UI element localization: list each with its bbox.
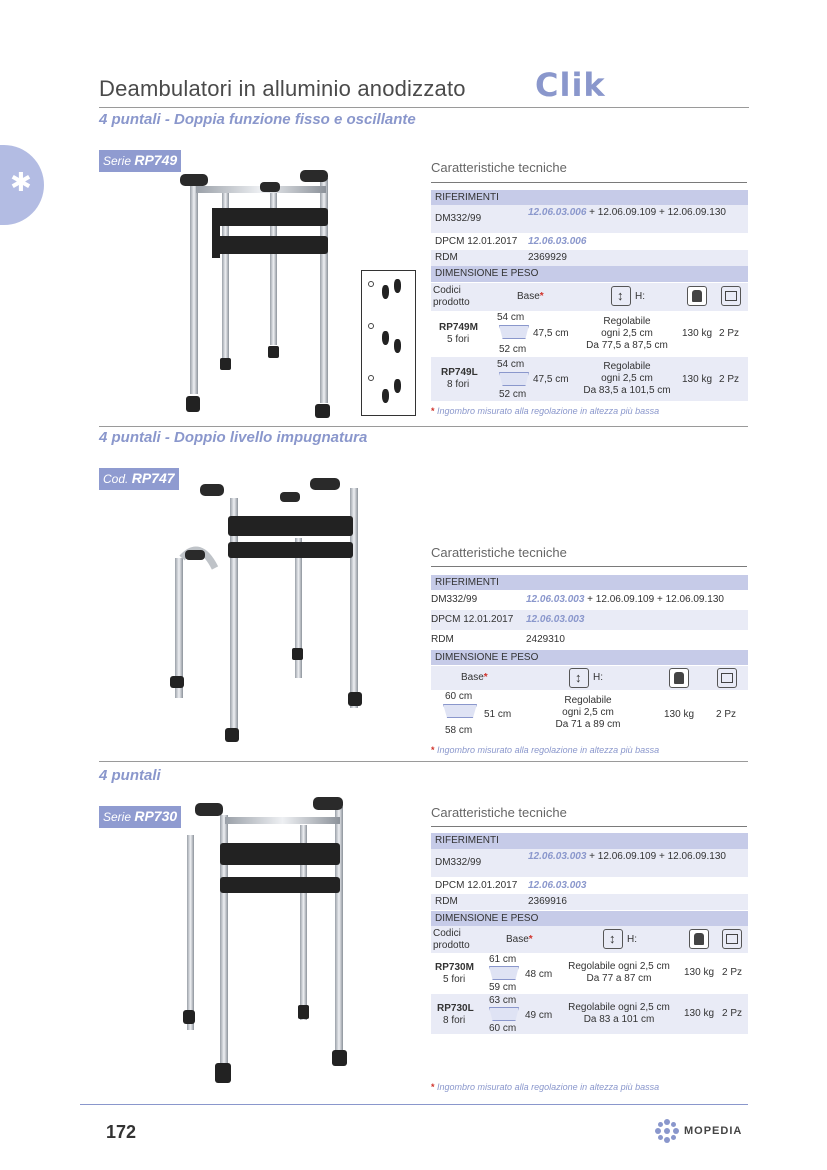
ref-label: DM332/99 (435, 857, 482, 868)
ref-values (528, 851, 728, 863)
ref-label: DPCM 12.01.2017 (431, 614, 514, 625)
ref-value: 2369929 (528, 252, 567, 263)
dimension-header: DIMENSIONE E PESO (431, 911, 748, 926)
product-code: RP749L (441, 367, 478, 378)
spec-rule (431, 182, 747, 183)
ref-values (528, 207, 728, 219)
ref-code: 12.06.03.003 (526, 614, 585, 625)
depth: 48 cm (525, 969, 553, 980)
package-pieces-icon (717, 668, 737, 688)
base-shape-icon (489, 966, 519, 980)
ref-row (431, 878, 748, 894)
base-bottom: 58 cm (445, 725, 473, 736)
product-holes: 8 fori (447, 379, 470, 390)
ref-rest: + 12.06.09.109 + 12.06.09.130 (586, 851, 726, 862)
foot-print (394, 339, 401, 353)
walker-image-rp747 (170, 478, 390, 748)
ref-code: 12.06.03.003 (528, 880, 587, 891)
pieces: 2 Pz (716, 709, 737, 720)
ref-label: DM332/99 (435, 213, 482, 224)
dimension-columns (431, 926, 748, 954)
ref-label: RDM (431, 634, 454, 645)
ref-code: 12.06.03.006 (528, 207, 587, 218)
walker-image-rp730 (175, 795, 365, 1095)
ref-rest: + 12.06.09.109 + 12.06.09.130 (584, 594, 724, 605)
foot-print (394, 279, 401, 293)
footer-divider (80, 1104, 748, 1105)
riferimenti-header: RIFERIMENTI (431, 190, 748, 205)
footnote: * Ingombro misurato alla regolazione in altezza più bassa (431, 1082, 660, 1092)
section-heading-2: 4 puntali - Doppio livello impugnatura (99, 429, 368, 446)
brand-title: Clik (535, 66, 606, 104)
footsteps-icon (361, 270, 416, 416)
base-bottom: 52 cm (499, 344, 527, 355)
col-base: Base* (517, 291, 544, 302)
badge-code: RP749 (134, 152, 178, 168)
col-base-label: Base (517, 291, 540, 302)
package-pieces-icon (721, 286, 741, 306)
dimension-header: DIMENSIONE E PESO (431, 266, 748, 282)
product-code: RP749M (439, 322, 478, 333)
footnote: * Ingombro misurato alla regolazione in altezza più bassa (431, 406, 660, 416)
height-line: Da 83,5 a 101,5 cm (583, 385, 671, 396)
height-adjust-icon: ↕ (569, 668, 589, 688)
max-weight: 130 kg (664, 709, 695, 720)
spec-rule (431, 826, 747, 827)
ref-row (431, 234, 748, 250)
max-weight-icon (687, 286, 707, 306)
mopedia-flower-logo (652, 1116, 762, 1146)
pieces: 2 Pz (719, 374, 740, 385)
height-range (559, 961, 679, 985)
product-row (431, 690, 748, 736)
depth: 49 cm (525, 1010, 553, 1021)
badge-prefix: Serie (103, 810, 132, 824)
height-line: Da 77 a 87 cm (586, 973, 652, 984)
ref-row (431, 610, 748, 630)
base-shape-icon (489, 1007, 519, 1021)
ref-row (431, 592, 748, 609)
flower-icon (652, 1116, 682, 1146)
col-codes: Codici prodotto (433, 285, 470, 308)
col-codes: Codici prodotto (433, 928, 470, 951)
series-badge-3 (99, 806, 181, 828)
product-holes: 8 fori (443, 1015, 466, 1026)
base-shape-icon (499, 372, 529, 386)
logo-text: MOPEDIA (684, 1125, 743, 1137)
spec-title-2: Caratteristiche tecniche (431, 545, 567, 560)
base-top: 60 cm (445, 691, 473, 702)
height-line: Da 83 a 101 cm (583, 1014, 655, 1025)
foot-marker (368, 281, 374, 287)
height-line: ogni 2,5 cm (562, 707, 614, 718)
height-line: Regolabile ogni 2,5 cm (568, 961, 670, 972)
base-bottom: 52 cm (499, 389, 527, 400)
ref-label: RDM (435, 896, 458, 907)
col-height: H: (635, 291, 645, 302)
height-line: Regolabile (603, 316, 651, 327)
product-holes: 5 fori (447, 334, 470, 345)
height-range (546, 695, 630, 731)
footnote-text: Ingombro misurato alla regolazione in altezza più bassa (437, 406, 660, 416)
section-heading-1: 4 puntali - Doppia funzione fisso e oscillante (99, 111, 416, 128)
spec-title-3: Caratteristiche tecniche (431, 805, 567, 820)
badge-prefix: Serie (103, 154, 132, 168)
ref-row (431, 205, 748, 233)
asterisk-icon: ✱ (10, 167, 32, 197)
col-height: H: (593, 672, 603, 683)
max-weight: 130 kg (684, 1008, 715, 1019)
max-weight: 130 kg (682, 374, 713, 385)
dimension-columns (431, 283, 748, 311)
badge-code: RP747 (131, 470, 175, 486)
product-row (431, 953, 748, 993)
depth: 51 cm (484, 709, 512, 720)
height-line: Regolabile ogni 2,5 cm (568, 1002, 670, 1013)
product-code: RP730M (435, 962, 474, 973)
section-heading-3: 4 puntali (99, 767, 161, 784)
badge-code: RP730 (134, 808, 178, 824)
max-weight-icon (689, 929, 709, 949)
height-line: Regolabile (564, 695, 612, 706)
product-row (431, 994, 748, 1034)
spec-title-1: Caratteristiche tecniche (431, 160, 567, 175)
col-base-label: Base (506, 934, 529, 945)
base-top: 61 cm (489, 954, 517, 965)
col-base: Base* (461, 672, 488, 683)
section-divider (99, 761, 748, 762)
col-height: H: (627, 934, 637, 945)
ref-value: 2429310 (526, 634, 565, 645)
height-line: ogni 2,5 cm (601, 373, 653, 384)
footnote: * Ingombro misurato alla regolazione in altezza più bassa (431, 745, 660, 755)
height-range (559, 1002, 679, 1026)
base-shape-icon (499, 325, 529, 339)
foot-marker (368, 323, 374, 329)
base-top: 54 cm (497, 359, 525, 370)
base-top: 63 cm (489, 995, 517, 1006)
height-line: Da 71 a 89 cm (555, 719, 621, 730)
series-badge-2 (99, 468, 179, 490)
height-line: ogni 2,5 cm (601, 328, 653, 339)
side-category-tab (0, 145, 44, 225)
footnote-text: Ingombro misurato alla regolazione in altezza più bassa (437, 745, 660, 755)
foot-print (382, 389, 389, 403)
ref-values (526, 594, 724, 605)
dimension-columns (431, 666, 748, 690)
pieces: 2 Pz (722, 967, 743, 978)
ref-rest: + 12.06.09.109 + 12.06.09.130 (586, 207, 726, 218)
ref-code: 12.06.03.003 (526, 594, 585, 605)
max-weight: 130 kg (684, 967, 715, 978)
ref-code: 12.06.03.006 (528, 236, 587, 247)
package-pieces-icon (722, 929, 742, 949)
ref-label: RDM (435, 252, 458, 263)
foot-print (382, 331, 389, 345)
page-number: 172 (106, 1122, 137, 1142)
foot-print (382, 285, 389, 299)
page-header (99, 66, 749, 108)
foot-print (394, 379, 401, 393)
height-adjust-icon: ↕ (603, 929, 623, 949)
height-range (581, 316, 673, 352)
dimension-header: DIMENSIONE E PESO (431, 650, 748, 665)
height-line: Da 77,5 a 87,5 cm (586, 340, 668, 351)
pieces: 2 Pz (719, 328, 740, 339)
product-row (431, 312, 748, 356)
max-weight-icon (669, 668, 689, 688)
spec-rule (431, 566, 747, 567)
base-bottom: 59 cm (489, 982, 517, 993)
col-base: Base* (506, 934, 533, 945)
ref-label: DM332/99 (431, 594, 478, 605)
ref-row (431, 631, 748, 649)
height-range (576, 361, 678, 397)
base-shape-icon (443, 704, 477, 718)
product-holes: 5 fori (443, 974, 466, 985)
ref-label: DPCM 12.01.2017 (435, 880, 518, 891)
depth: 47,5 cm (533, 328, 569, 339)
riferimenti-header: RIFERIMENTI (431, 833, 748, 849)
height-adjust-icon: ↕ (611, 286, 631, 306)
badge-prefix: Cod. (103, 472, 129, 486)
depth: 47,5 cm (533, 374, 569, 385)
footnote-text: Ingombro misurato alla regolazione in altezza più bassa (437, 1082, 660, 1092)
ref-value: 2369916 (528, 896, 567, 907)
page-title: Deambulatori in alluminio anodizzato (99, 76, 466, 101)
max-weight: 130 kg (682, 328, 713, 339)
product-code: RP730L (437, 1003, 474, 1014)
height-line: Regolabile (603, 361, 651, 372)
ref-label: DPCM 12.01.2017 (435, 236, 518, 247)
ref-row (431, 894, 748, 910)
ref-row (431, 250, 748, 266)
pieces: 2 Pz (722, 1008, 743, 1019)
section-divider (99, 426, 748, 427)
base-bottom: 60 cm (489, 1023, 517, 1034)
foot-marker (368, 375, 374, 381)
ref-code: 12.06.03.003 (528, 851, 587, 862)
base-top: 54 cm (497, 312, 525, 323)
col-base-label: Base (461, 672, 484, 683)
ref-row (431, 849, 748, 877)
walker-image-rp749 (160, 168, 350, 420)
product-row (431, 357, 748, 401)
riferimenti-header: RIFERIMENTI (431, 575, 748, 590)
